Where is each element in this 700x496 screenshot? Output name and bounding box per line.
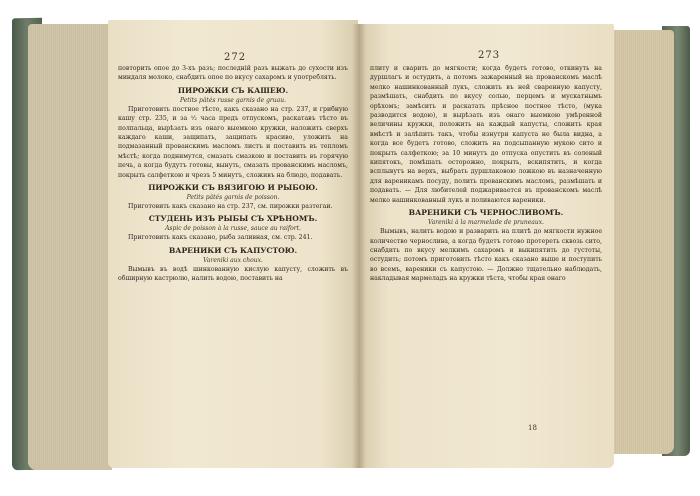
recipe-paragraph: Вымывъ, налить водою и разварить на плитѣ до мягкости нужное количество чернослива, а когда будетъ готово протереть сквозь сито, снабдить по вкусу мелкимъ сахаромъ и выкипятить до густоты, остудить; потомъ приготовить тѣсто какъ сказано выше и поступить во всемъ, вареники съ капустою. — Должно тщательно наблюдать, накладывая мармеладъ на кружки тѣста, чтобы края онаго [370,228,602,283]
signature-mark: 18 [528,424,537,432]
page-number-right: 273 [478,50,501,61]
page-number-left: 272 [224,52,247,63]
recipe-heading: ВАРЕНИКИ СЪ КАПУСТОЮ. [168,245,298,255]
right-page [358,24,614,468]
recipe-heading: СТУДЕНЬ ИЗЪ РЫБЫ СЪ ХРѢНОМЪ. [148,214,318,224]
recipe-heading: ПИРОЖКИ СЪ ВЯЗИГОЮ И РЫБОЮ. [148,183,318,193]
recipe-french-title: Aspic de poisson à la russe, sauce au raifort. [165,225,301,233]
recipe-paragraph: Вымывъ въ водѣ шинкованную кислую капусту, сложить въ обширную кастрюлю, налить водою, поставить на [118,265,348,283]
recipe-heading: ПИРОЖКИ СЪ КАШЕЮ. [177,85,289,95]
recipe-paragraph: повторить опое до 3-хъ разъ; последній разъ выжать до сухости изъ миндаля молоко, снабдить опое по вкусу сахаромъ и употреблять. [118,65,348,82]
recipe-paragraph: Приготовить постное тѣсто, какъ сказано на стр. 237, и грибную кашу стр. 235, и за ¹⁄₂ часа предъ отпускомъ, раскатавъ тѣсто въ полпальца, вырѣзать изъ онаго выемкою кружки, наложить сверхъ каждаго каши, защипать, защипать красиво, уложить на подмазанный прованскимъ масломъ листъ и поставить въ тепломъ мѣстѣ; когда поднимутся, смазать смазкою и поставить въ горячую печь, а когда будутъ готовы, вынуть, смазать прованскимъ масломъ, покрыть салфеткою и чрезъ 5 минутъ, сложивъ на блюдо, подавать. [118,105,348,179]
recipe-french-title: Petits pâtés russe garnis de gruau. [179,96,287,104]
recipe-paragraph: Приготовить какъ сказано, рыба заливная, см. стр. 241. [128,234,313,242]
book-gutter [352,24,366,468]
left-page-text [118,64,348,284]
recipe-french-title: Petits pâtés garnis de poisson. [186,194,280,202]
left-page [108,20,358,468]
recipe-paragraph: плиту и сварить до мягкости; когда будетъ готово, откинуть на дуршлагъ и остудить, а потомъ зажаренный на прованскомъ маслѣ мелко нашинкованный лукъ, сложить въ ней сваренную капусту, размѣшать, снабдить по вкусу солью, перцемъ и мускатнымъ орѣхомъ; замѣсить и раскатать прѣсное постное тѣсто, (мука разводится водою), и вырѣзать изъ онаго выемкою умѣренной величины кружки, положить на каждый капусты, сложить края вмѣстѣ и залѣпить такъ, чтобы изнутри капуста не была видна, а когда все будетъ готово, сложить на подсыпанную мукою сито и покрыть салфеткою; за 10 минутъ до отпуска опустить въ соленый кипятокъ, помѣшать осторожно, покрыть, вскипятить, и когда всплывутъ на верхъ, выбрать дуршлаковою ложкою въ назначенную для вареникамъ посуду, полить прованскимъ масломъ, размѣшать и подавать. — Для любителей поджаривается въ прованскомъ маслѣ мелко нашинкованный лукъ и поливаются вареники. [370,65,602,204]
right-page-text [370,64,602,284]
page-edges-right [612,30,674,454]
recipe-heading: ВАРЕНИКИ СЪ ЧЕРНОСЛИВОМЪ. [408,208,564,218]
recipe-french-title: Vareniki aux choux. [203,256,263,264]
page-edges-left [28,24,112,470]
recipe-french-title: Vareniki à la marmelade de pruneaux. [427,219,545,227]
recipe-paragraph: Приготовить какъ сказано на стр. 237, см. пирожки разтегаи. [128,203,333,211]
